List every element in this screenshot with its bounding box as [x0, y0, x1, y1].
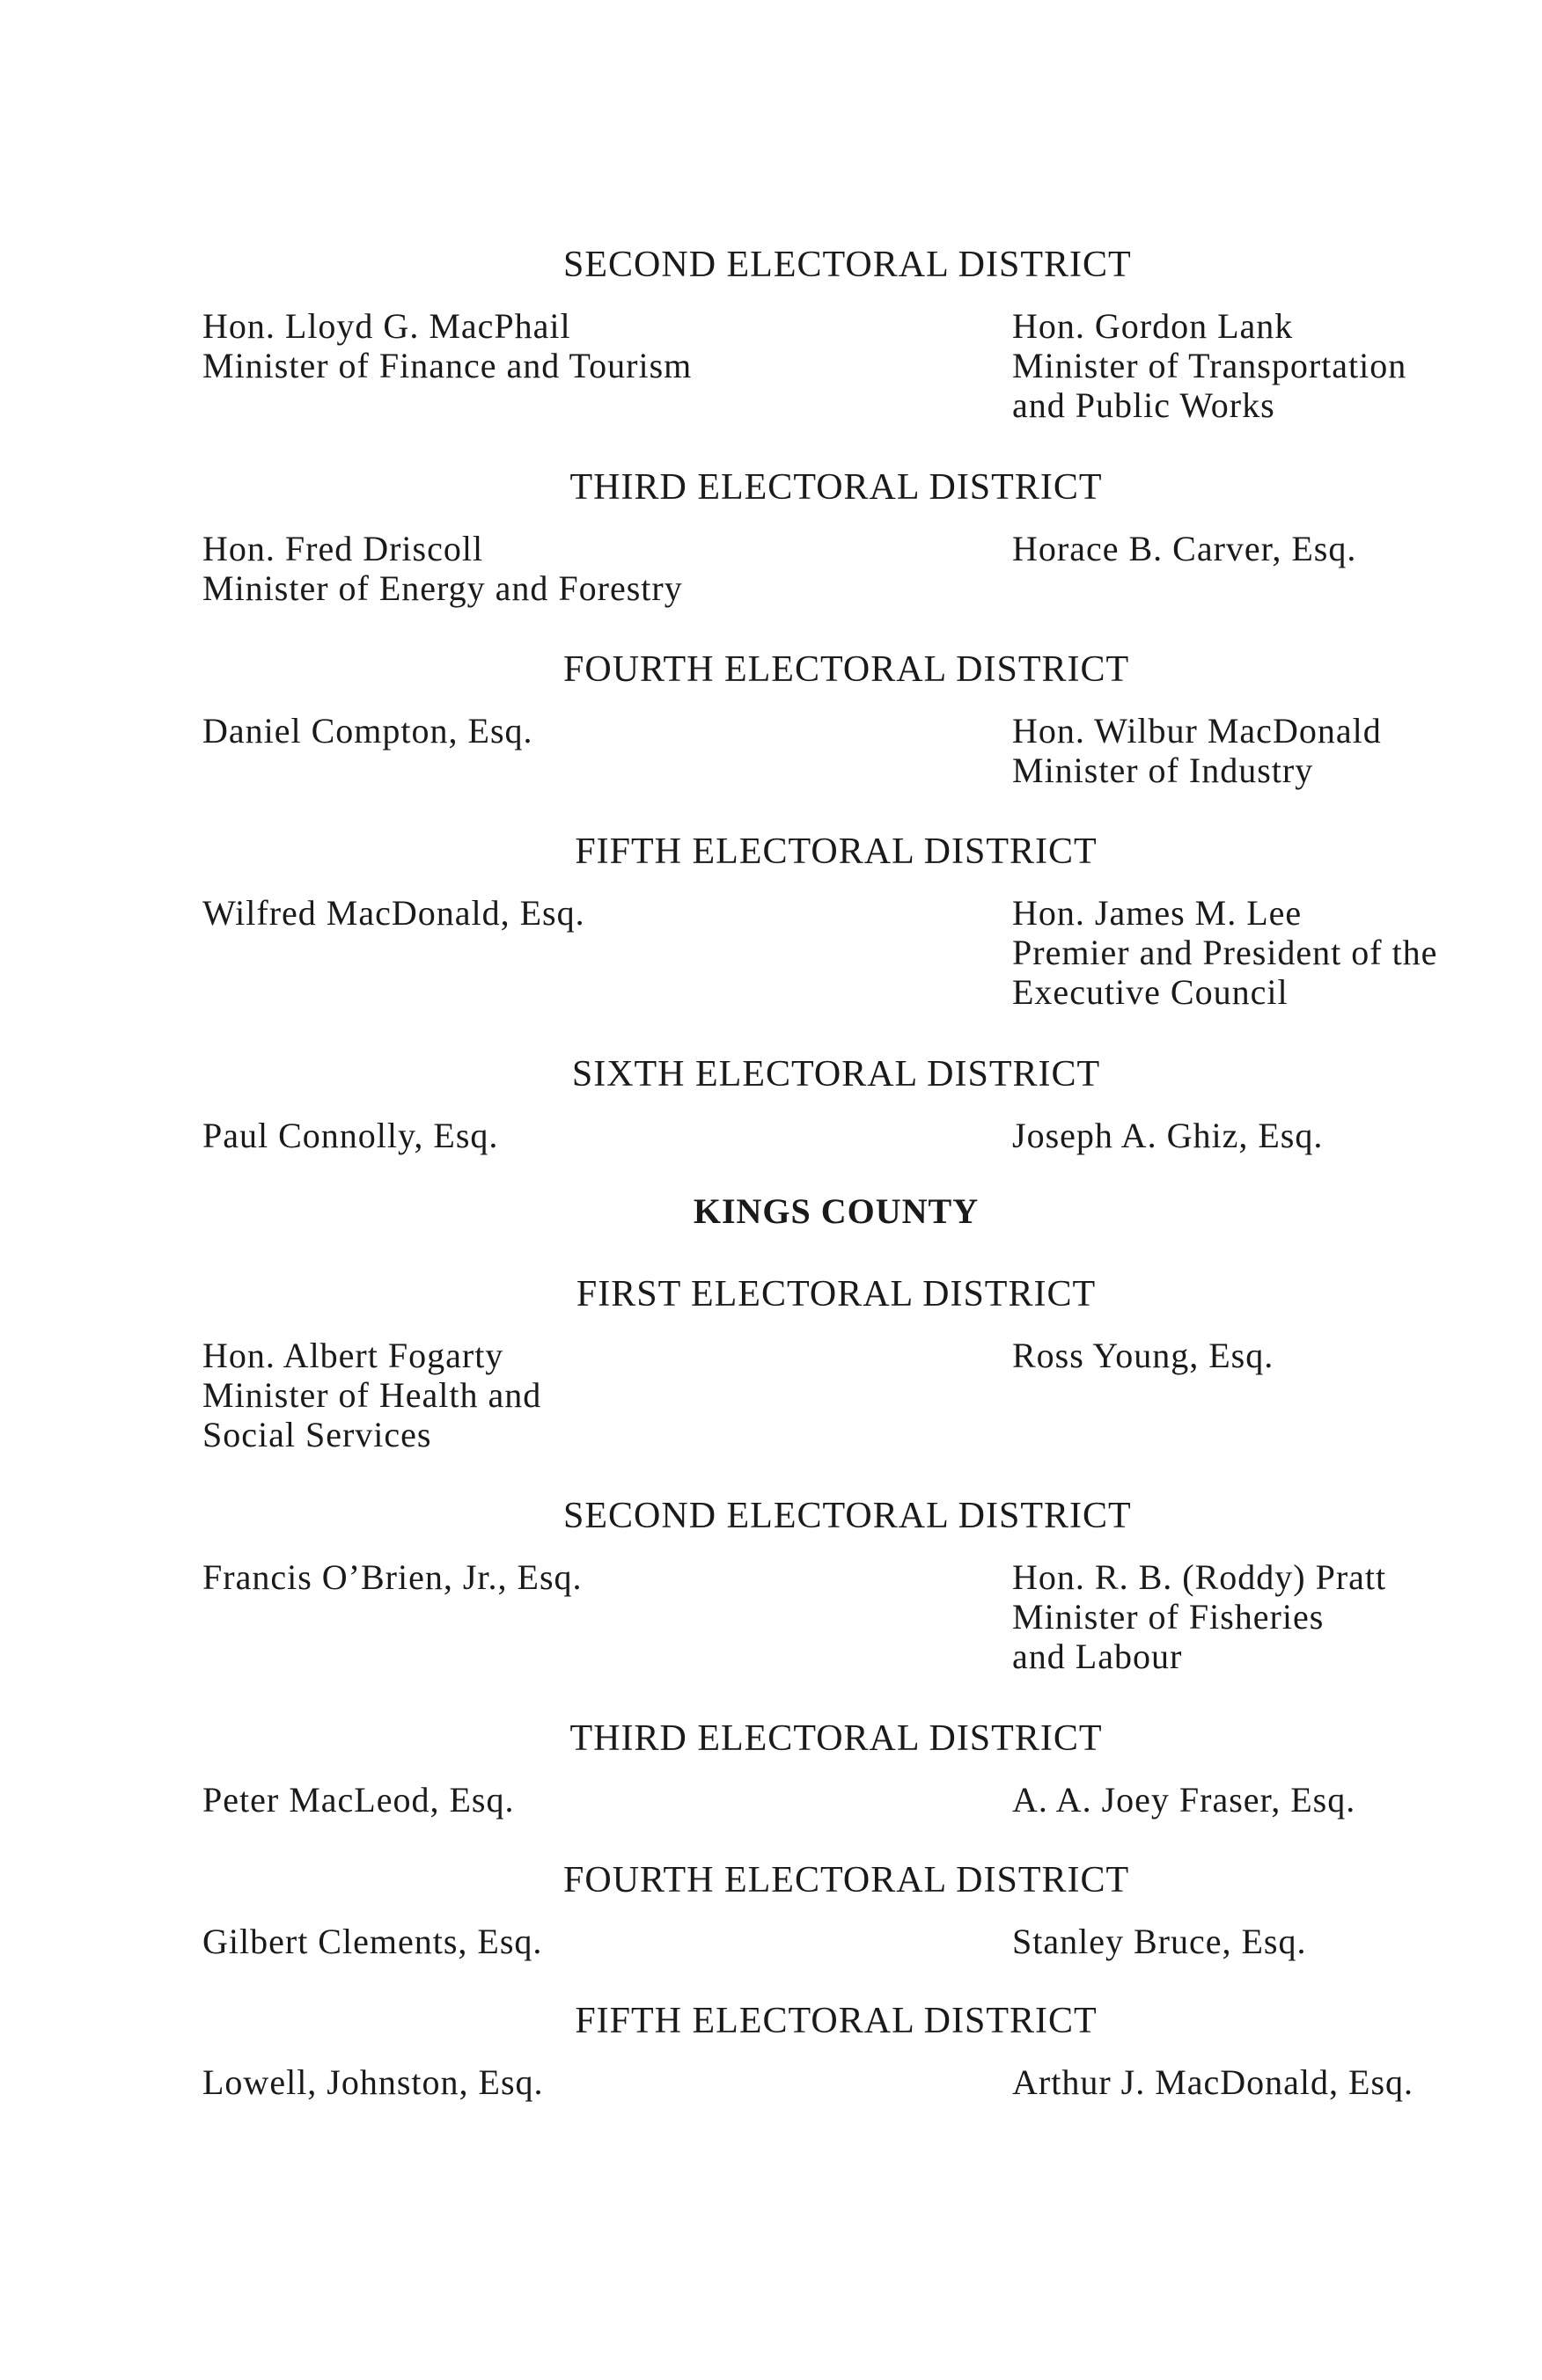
member-name: Francis O’Brien, Jr., Esq.	[202, 1557, 583, 1597]
member-right	[1012, 893, 1542, 1012]
member-right	[1012, 306, 1542, 425]
member-name: Hon. Fred Driscoll	[202, 529, 484, 568]
member-name: Joseph A. Ghiz, Esq.	[1012, 1116, 1324, 1155]
member-title: Minister of Transportation	[1012, 346, 1407, 385]
member-name: Daniel Compton, Esq.	[202, 711, 533, 751]
district-heading: FIFTH ELECTORAL DISTRICT	[575, 831, 1098, 872]
member-left	[202, 529, 766, 608]
member-title: Social Services	[202, 1415, 432, 1454]
member-name: Stanley Bruce, Esq.	[1012, 1922, 1307, 1961]
member-title: Minister of Fisheries	[1012, 1597, 1325, 1637]
member-name: A. A. Joey Fraser, Esq.	[1012, 1780, 1356, 1820]
member-left	[202, 1336, 766, 1454]
member-name: Lowell, Johnston, Esq.	[202, 2062, 544, 2102]
member-name: Arthur J. MacDonald, Esq.	[1012, 2062, 1414, 2102]
member-name: Gilbert Clements, Esq.	[202, 1922, 543, 1961]
district-heading: SECOND ELECTORAL DISTRICT	[563, 245, 1132, 285]
district-heading: SECOND ELECTORAL DISTRICT	[563, 1496, 1132, 1536]
member-title: Executive Council	[1012, 972, 1289, 1012]
member-title: Minister of Finance and Tourism	[202, 346, 693, 385]
member-right	[1012, 711, 1542, 790]
member-left	[202, 711, 766, 751]
member-name: Hon. James M. Lee	[1012, 893, 1303, 933]
member-left	[202, 306, 766, 385]
district-heading: SIXTH ELECTORAL DISTRICT	[571, 1054, 1101, 1095]
member-title: and Public Works	[1012, 385, 1275, 425]
member-title: and Labour	[1012, 1637, 1183, 1676]
member-right	[1012, 1922, 1542, 1961]
member-right	[1012, 1557, 1542, 1676]
district-heading: FIRST ELECTORAL DISTRICT	[576, 1274, 1097, 1314]
member-title: Minister of Industry	[1012, 751, 1314, 790]
member-title: Minister of Energy and Forestry	[202, 568, 683, 608]
member-left	[202, 2062, 766, 2102]
member-left	[202, 1557, 766, 1597]
member-left	[202, 1780, 766, 1820]
member-title: Premier and President of the	[1012, 933, 1438, 972]
member-right	[1012, 2062, 1542, 2102]
district-heading: FOURTH ELECTORAL DISTRICT	[563, 1860, 1130, 1900]
member-left	[202, 1116, 766, 1155]
member-name: Hon. Lloyd G. MacPhail	[202, 306, 571, 346]
member-name: Hon. R. B. (Roddy) Pratt	[1012, 1557, 1387, 1597]
member-title: Minister of Health and	[202, 1375, 542, 1415]
member-right	[1012, 1336, 1542, 1375]
member-name: Horace B. Carver, Esq.	[1012, 529, 1357, 568]
member-name: Paul Connolly, Esq.	[202, 1116, 499, 1155]
district-heading: THIRD ELECTORAL DISTRICT	[569, 467, 1103, 508]
member-right	[1012, 529, 1542, 568]
district-heading: FIFTH ELECTORAL DISTRICT	[575, 2001, 1098, 2041]
member-name: Ross Young, Esq.	[1012, 1336, 1274, 1375]
member-name: Peter MacLeod, Esq.	[202, 1780, 515, 1820]
member-name: Hon. Albert Fogarty	[202, 1336, 504, 1375]
member-left	[202, 1922, 766, 1961]
district-heading: THIRD ELECTORAL DISTRICT	[569, 1718, 1103, 1759]
member-left	[202, 893, 766, 933]
county-heading: KINGS COUNTY	[693, 1191, 980, 1231]
district-heading: FOURTH ELECTORAL DISTRICT	[563, 649, 1130, 690]
member-name: Hon. Wilbur MacDonald	[1012, 711, 1382, 751]
member-name: Wilfred MacDonald, Esq.	[202, 893, 585, 933]
member-right	[1012, 1780, 1542, 1820]
member-right	[1012, 1116, 1542, 1155]
member-name: Hon. Gordon Lank	[1012, 306, 1294, 346]
